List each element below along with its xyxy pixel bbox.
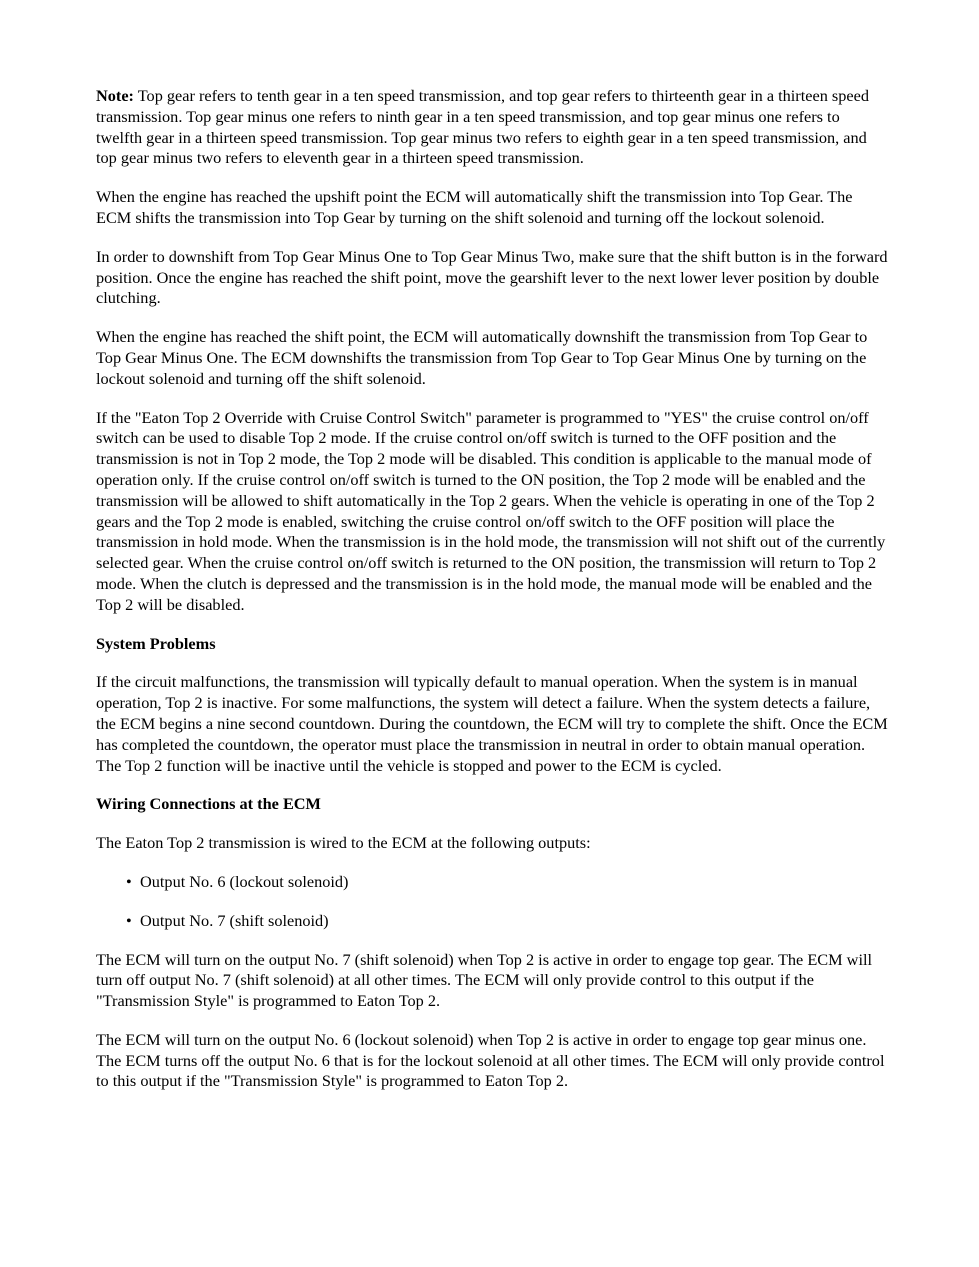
bullet-marker: • (126, 871, 132, 891)
list-item (126, 872, 888, 893)
wiring-intro-paragraph: The Eaton Top 2 transmission is wired to the ECM at the following outputs: (96, 833, 591, 853)
note-paragraph (96, 86, 888, 169)
document-page (96, 86, 888, 1110)
wiring-heading: Wiring Connections at the ECM (96, 794, 321, 814)
list-item-text: Output No. 6 (lockout solenoid) (140, 871, 349, 891)
note-label: Note: (96, 86, 134, 105)
downshift-instructions-paragraph: In order to downshift from Top Gear Minus One to Top Gear Minus Two, make sure that the shift button is in the forward position. Once the engine has reached the shift point, move the gearshift lever to the next lower lever position by double clutching. (96, 246, 888, 308)
upshift-paragraph: When the engine has reached the upshift point the ECM will automatically shift the transmission into Top Gear. The ECM shifts the transmission into Top Gear by turning on the shift solenoid and turning off the lockout solenoid. (96, 187, 853, 227)
outputs-list (96, 872, 888, 932)
list-item (126, 911, 888, 932)
note-text: Top gear refers to tenth gear in a ten speed transmission, and top gear refers to thirteenth gear in a thirteen speed transmission. Top gear minus one refers to ninth gear in a ten speed transmission, and top gear minus one refers to twelfth gear in a thirteen speed transmission. Top gear minus two refers to eighth gear in a ten speed transmission, and top gear minus two refers to eleventh gear in a thirteen speed transmission. (96, 86, 869, 168)
system-problems-paragraph: If the circuit malfunctions, the transmission will typically default to manual operation. When the system is in manual operation, Top 2 is inactive. For some malfunctions, the system will detect a failure. When the system detects a failure, the ECM begins a nine second countdown. During the countdown, the ECM will try to complete the shift. Once the ECM has completed the countdown, the operator must place the transmission in neutral in order to obtain manual operation. The Top 2 function will be inactive until the vehicle is stopped and power to the ECM is cycled. (96, 672, 888, 775)
system-problems-heading: System Problems (96, 633, 216, 653)
output-7-paragraph: The ECM will turn on the output No. 7 (shift solenoid) when Top 2 is active in order to engage top gear. The ECM will turn off output No. 7 (shift solenoid) at all other times. The ECM will only provide control to this output if the "Transmission Style" is programmed to Eaton Top 2. (96, 949, 873, 1011)
output-6-paragraph: The ECM will turn on the output No. 6 (lockout solenoid) when Top 2 is active in order to engage top gear minus one. The ECM turns off the output No. 6 that is for the lockout solenoid at all other times. The ECM will only provide control to this output if the "Transmission Style" is programmed to Eaton Top 2. (96, 1029, 885, 1091)
auto-downshift-paragraph: When the engine has reached the shift point, the ECM will automatically downshift the transmission from Top Gear to Top Gear Minus One. The ECM downshifts the transmission from Top Gear to Top Gear Minus One by turning on the lockout solenoid and turning off the shift solenoid. (96, 327, 868, 388)
cruise-override-paragraph: If the "Eaton Top 2 Override with Cruise Control Switch" parameter is programmed to "YES" the cruise control on/off switch can be used to disable Top 2 mode. If the cruise control on/off switch is turned to the OFF position and the transmission is not in Top 2 mode, the Top 2 mode will be disabled. This condition is applicable to the manual mode of operation only. If the cruise control on/off switch is turned to the ON position, the Top 2 mode will be enabled and the transmission will be allowed to shift automatically in the Top 2 gears. When the vehicle is operating in one of the Top 2 gears and the Top 2 mode is enabled, switching the cruise control on/off switch to the OFF position will place the transmission in hold mode. When the transmission is in the hold mode, the transmission will not shift out of the currently selected gear. When the cruise control on/off switch is returned to the ON position, the transmission will return to Top 2 mode. When the clutch is depressed and the transmission is in the hold mode, the manual mode will be enabled and the Top 2 will be disabled. (96, 407, 886, 614)
list-item-text: Output No. 7 (shift solenoid) (140, 910, 329, 930)
bullet-marker: • (126, 910, 132, 930)
